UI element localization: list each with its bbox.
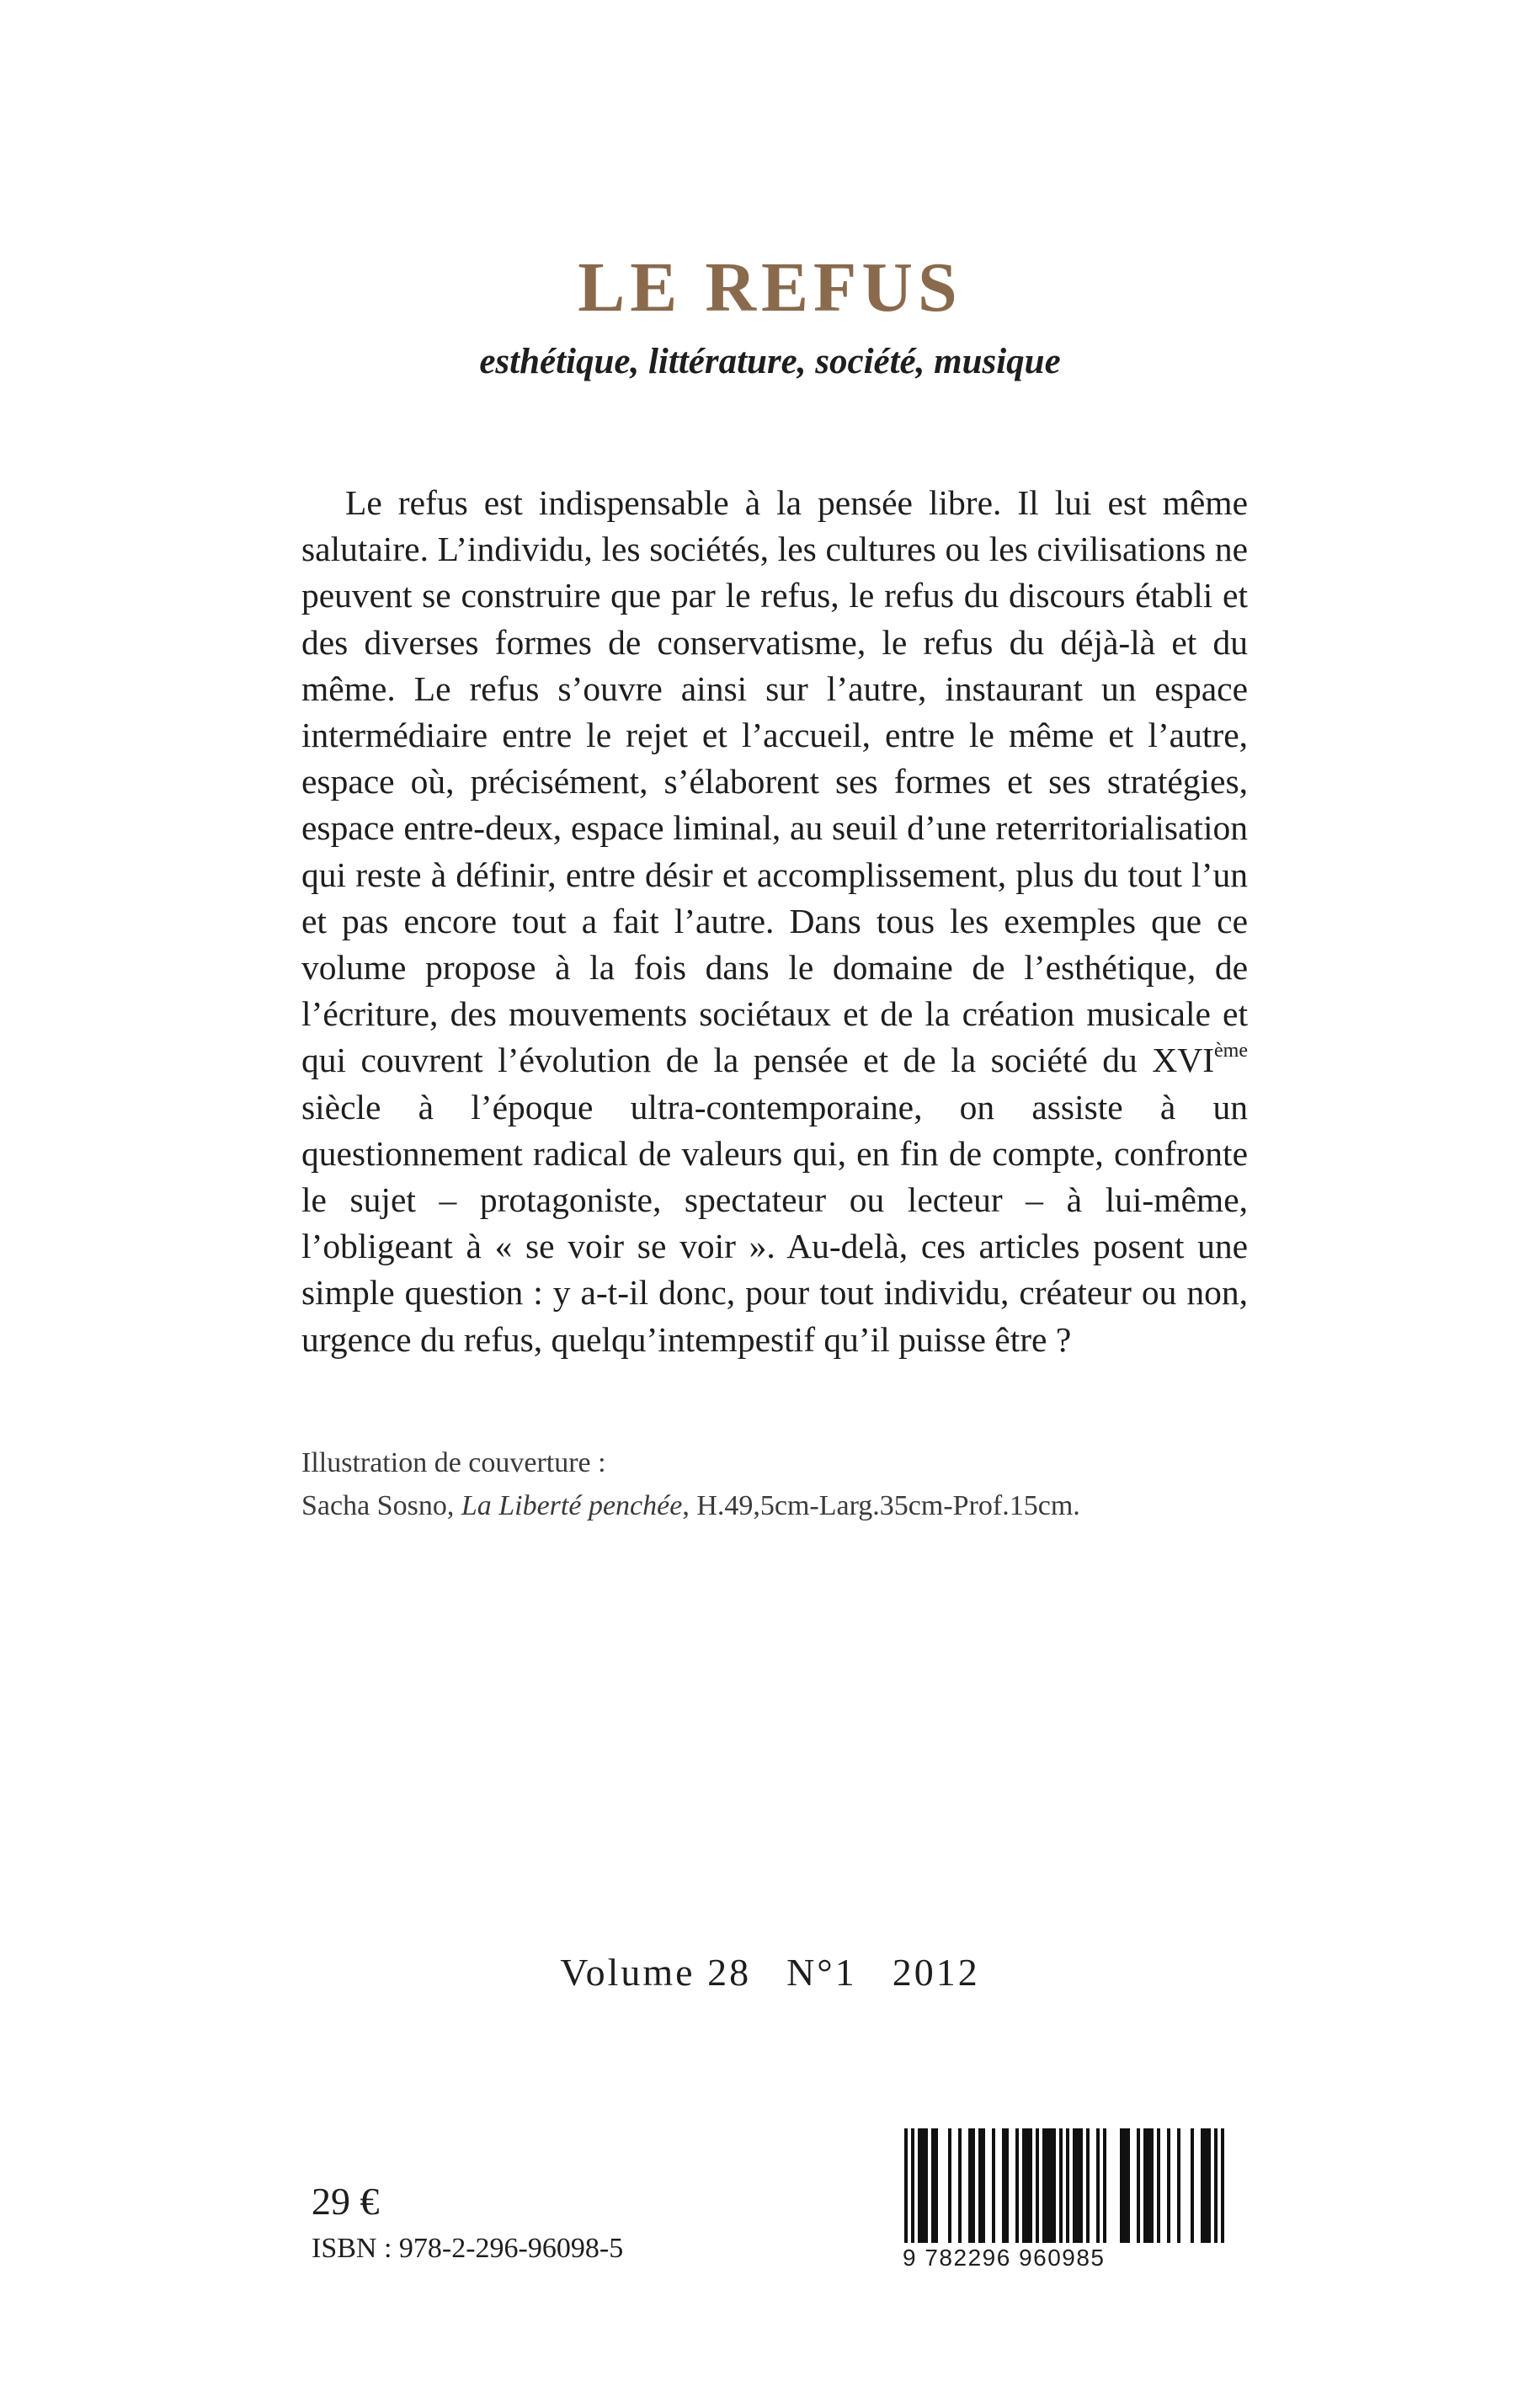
barcode-bar [1221, 2128, 1224, 2243]
barcode-bar [1123, 2128, 1127, 2243]
barcode-bar [935, 2128, 938, 2243]
barcode-digits: 9 782296 960985 [903, 2245, 1106, 2271]
barcode [886, 2125, 1239, 2277]
barcode-bar [972, 2128, 975, 2243]
illustration-credit [301, 1441, 1080, 1527]
issue-year: 2012 [892, 1951, 980, 1994]
summary-superscript: ème [1214, 1040, 1248, 1063]
barcode-bar [1036, 2128, 1039, 2243]
illustration-artist: Sacha Sosno, [301, 1490, 461, 1521]
barcode-bar [931, 2128, 935, 2243]
barcode-bar [1103, 2128, 1106, 2243]
barcode-bar [1049, 2128, 1052, 2243]
barcode-bar [1076, 2128, 1079, 2243]
barcode-bar [1143, 2128, 1147, 2243]
illustration-line [301, 1484, 1080, 1527]
barcode-bar [948, 2128, 951, 2243]
summary-text-part2: siècle à l’époque ultra-contemporaine, on assiste à un questionnement radical de valeurs qui, en fin de compte, confronte le sujet – protagoniste, spectateur ou lecteur – à lui-même, l’obligeant à « se voir se voir ». Au-delà, ces articles posent une simple question : y a-t-il donc, pour tout individu, créateur ou non, urgence du refus, quelqu’intempestif qu’il puisse être ? [301, 1087, 1248, 1359]
barcode-bar [1157, 2128, 1160, 2243]
illustration-label: Illustration de couverture : [301, 1447, 606, 1478]
barcode-bar [1177, 2128, 1180, 2243]
barcode-bar [968, 2128, 972, 2243]
barcode-bar [982, 2128, 985, 2243]
issue-volume: Volume 28 [560, 1951, 752, 1994]
barcode-bar [1042, 2128, 1046, 2243]
issue-number: N°1 [786, 1951, 857, 1994]
barcode-bar [992, 2128, 995, 2243]
issue-info [0, 1953, 1540, 1992]
cover-title: LE REFUS [578, 248, 962, 327]
price: 29 € [312, 2180, 380, 2223]
barcode-bar [1204, 2128, 1207, 2243]
barcode-bars [886, 2125, 1239, 2243]
summary-paragraph [301, 480, 1248, 1363]
barcode-bar [1079, 2128, 1083, 2243]
barcode-bar [911, 2128, 914, 2243]
barcode-bar [1002, 2128, 1005, 2243]
barcode-bar [1137, 2128, 1140, 2243]
barcode-bar [1026, 2128, 1029, 2243]
illustration-work: La Liberté penchée [461, 1490, 683, 1521]
barcode-bar [1127, 2128, 1130, 2243]
barcode-bar [1214, 2128, 1218, 2243]
barcode-bar [921, 2128, 925, 2243]
isbn: ISBN : 978-2-296-96098-5 [312, 2233, 624, 2264]
barcode-bar [1052, 2128, 1056, 2243]
barcode-bar [1029, 2128, 1032, 2243]
barcode-bar [1096, 2128, 1100, 2243]
illustration-dimensions: , H.49,5cm-Larg.35cm-Prof.15cm. [682, 1490, 1080, 1521]
barcode-bar [1120, 2128, 1123, 2243]
barcode-bar [1059, 2128, 1063, 2243]
barcode-bar [1150, 2128, 1154, 2243]
barcode-bar [1167, 2128, 1170, 2243]
barcode-bar [1086, 2128, 1090, 2243]
barcode-bar [1147, 2128, 1150, 2243]
barcode-bar [1005, 2128, 1009, 2243]
cover-subtitle: esthétique, littérature, société, musique [479, 342, 1061, 381]
barcode-bar [1022, 2128, 1026, 2243]
barcode-bar [904, 2128, 908, 2243]
barcode-bar [978, 2128, 982, 2243]
barcode-bar [1201, 2128, 1204, 2243]
barcode-bar [958, 2128, 962, 2243]
barcode-bar [1191, 2128, 1194, 2243]
barcode-bar [1015, 2128, 1019, 2243]
barcode-bar [1073, 2128, 1076, 2243]
barcode-bar [918, 2128, 921, 2243]
barcode-bar [1066, 2128, 1069, 2243]
barcode-bar [1207, 2128, 1211, 2243]
barcode-bar [1046, 2128, 1049, 2243]
barcode-bar [925, 2128, 928, 2243]
summary-text-part1: Le refus est indispensable à la pensée libre. Il lui est même salutaire. L’individu, les sociétés, les cultures ou les civilisations ne peuvent se construire que par le refus, le refus du discours établi et des diverses formes de conservatisme, le refus du déjà-là et du même. Le refus s’ouvre ainsi sur l’autre, instaurant un espace intermédiaire entre le rejet et l’accueil, entre le même et l’autre, espace où, précisément, s’élaborent ses formes et ses stratégies, espace entre-deux, espace liminal, au seuil d’une reterritorialisation qui reste à définir, entre désir et accomplissement, plus du tout l’un et pas encore tout a fait l’autre. Dans tous les exemples que ce volume propose à la fois dans le domaine de l’esthétique, de l’écriture, des mouvements sociétaux et de la création musicale et qui couvrent l’évolution de la pensée et de la société du XVI [301, 483, 1248, 1080]
